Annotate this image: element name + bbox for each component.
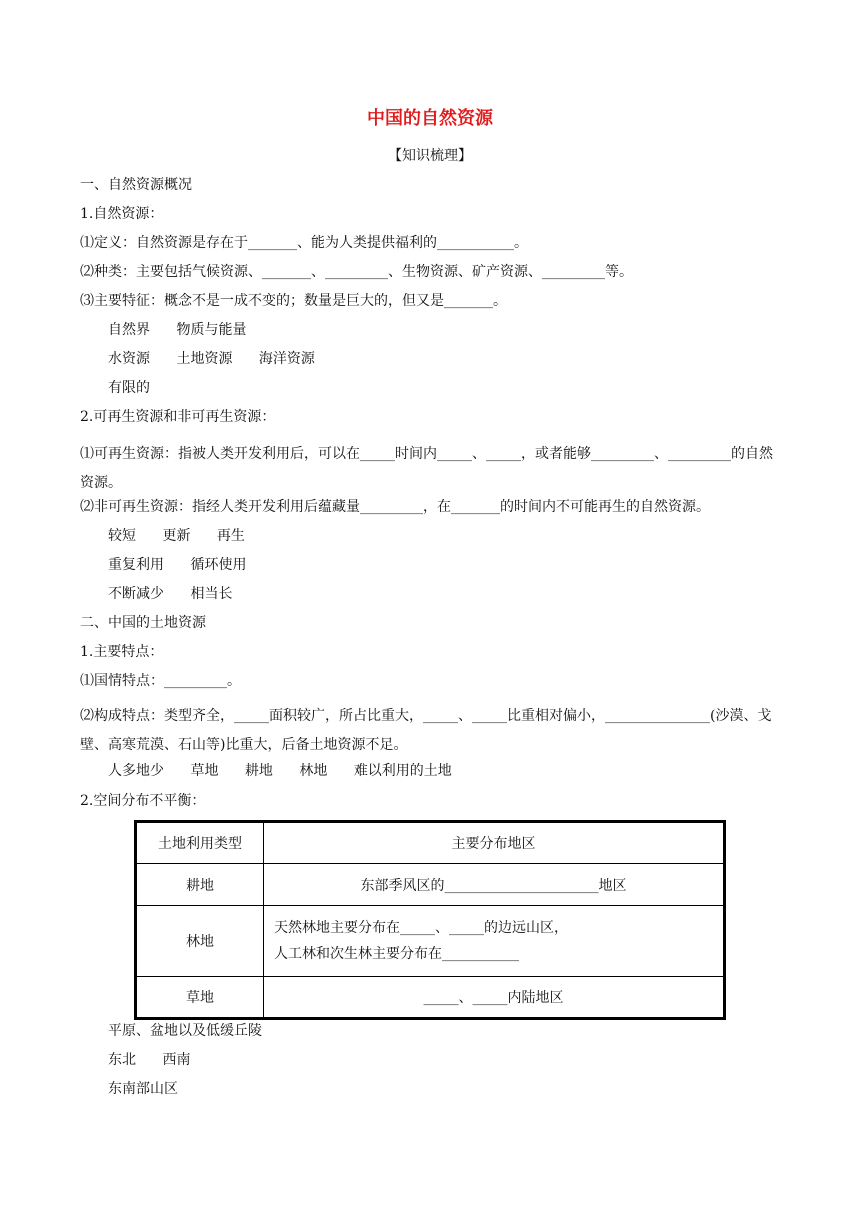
- answer-word: 东北: [108, 1052, 136, 1068]
- features-line: ⑶主要特征：概念不是一成不变的；数量是巨大的，但又是_______。: [80, 293, 507, 309]
- answer-row-1: [108, 321, 268, 339]
- answer-word: 不断减少: [108, 586, 164, 602]
- region-line: 人工林和次生林主要分布在___________: [274, 946, 519, 963]
- table-row: [136, 864, 725, 906]
- answer-word: 东南部山区: [108, 1081, 178, 1097]
- answer-word: 林地: [299, 763, 328, 779]
- answer-row-4: [108, 527, 267, 545]
- answer-word: 平原、盆地以及低缓丘陵: [108, 1023, 262, 1039]
- answer-word: 自然界: [108, 322, 150, 338]
- answer-word: 人多地少: [108, 763, 164, 779]
- types-line: ⑵种类：主要包括气候资源、_______、_________、生物资源、矿产资源、_________等。: [80, 264, 633, 280]
- answer-row-9: [108, 1051, 212, 1069]
- answer-row-10: [108, 1080, 178, 1098]
- item-main-features: 1.主要特点：: [80, 644, 164, 660]
- answer-row-8: [108, 1022, 262, 1040]
- answer-row-2: [108, 350, 337, 368]
- heading-land-resources: 二、中国的土地资源: [80, 615, 206, 631]
- table-row: [136, 976, 725, 1018]
- table-row: [136, 906, 725, 976]
- page-title: 中国的自然资源: [367, 108, 493, 129]
- table-cell-region: 东部季风区的______________________地区: [264, 864, 725, 906]
- table-cell-region: [264, 906, 725, 976]
- answer-word: 草地: [190, 763, 219, 779]
- answer-word: 土地资源: [176, 351, 233, 367]
- answer-word: 重复利用: [108, 557, 164, 573]
- nonrenewable-definition: ⑵非可再生资源：指经人类开发利用后蕴藏量_________，在_______的时间内不可能再生的自然资源。: [80, 499, 710, 515]
- answer-word: 相当长: [190, 586, 233, 602]
- table-cell-type: 耕地: [136, 864, 264, 906]
- answer-word: 海洋资源: [258, 351, 315, 367]
- region-line: 天然林地主要分布在_____、_____的边远山区，: [274, 920, 568, 937]
- distribution-heading: 2.空间分布不平衡：: [80, 793, 206, 809]
- item-natural-resources: 1.自然资源：: [80, 206, 164, 222]
- answer-word: 水资源: [108, 351, 150, 367]
- answer-word: 物质与能量: [176, 322, 247, 338]
- composition-line: ⑵构成特点：类型齐全，_____面积较广，所占比重大，_____、_____比重相对偏小，_______________(沙漠、戈壁、高寒荒漠、石山等)比重大，后备土地资源不足。: [80, 708, 772, 753]
- renewable-definition: ⑴可再生资源：指被人类开发利用后，可以在_____时间内_____、_____，或者能够_________、_________的自然资源。: [80, 446, 773, 491]
- answer-word: 耕地: [244, 763, 273, 779]
- answer-word: 西南: [162, 1052, 191, 1068]
- heading-renewable: 2.可再生资源和非可再生资源：: [80, 409, 276, 425]
- answer-word: 较短: [108, 528, 136, 544]
- table-cell-type: 草地: [136, 976, 264, 1018]
- table-header-row: [136, 822, 725, 864]
- answer-row-6: [108, 585, 254, 603]
- land-use-table: [134, 820, 726, 1020]
- national-feature-line: ⑴国情特点：_________。: [80, 673, 241, 689]
- answer-word: 更新: [162, 528, 191, 544]
- answer-word: 难以利用的土地: [353, 763, 452, 779]
- table-header-cell: 主要分布地区: [264, 822, 725, 864]
- table-cell-type: 林地: [136, 906, 264, 976]
- answer-row-7: [108, 762, 474, 780]
- table-header-cell: 土地利用类型: [136, 822, 264, 864]
- answer-word: 有限的: [108, 380, 150, 396]
- answer-word: 循环使用: [190, 557, 247, 573]
- definition-line: ⑴定义：自然资源是存在于_______、能为人类提供福利的___________。: [80, 235, 528, 251]
- answer-word: 再生: [216, 528, 245, 544]
- section-subtitle: 【知识梳理】: [388, 148, 472, 164]
- table-cell-region: _____、_____内陆地区: [264, 976, 725, 1018]
- answer-row-3: [108, 379, 172, 397]
- heading-natural-resources: 一、自然资源概况: [80, 177, 192, 193]
- answer-row-5: [108, 556, 268, 574]
